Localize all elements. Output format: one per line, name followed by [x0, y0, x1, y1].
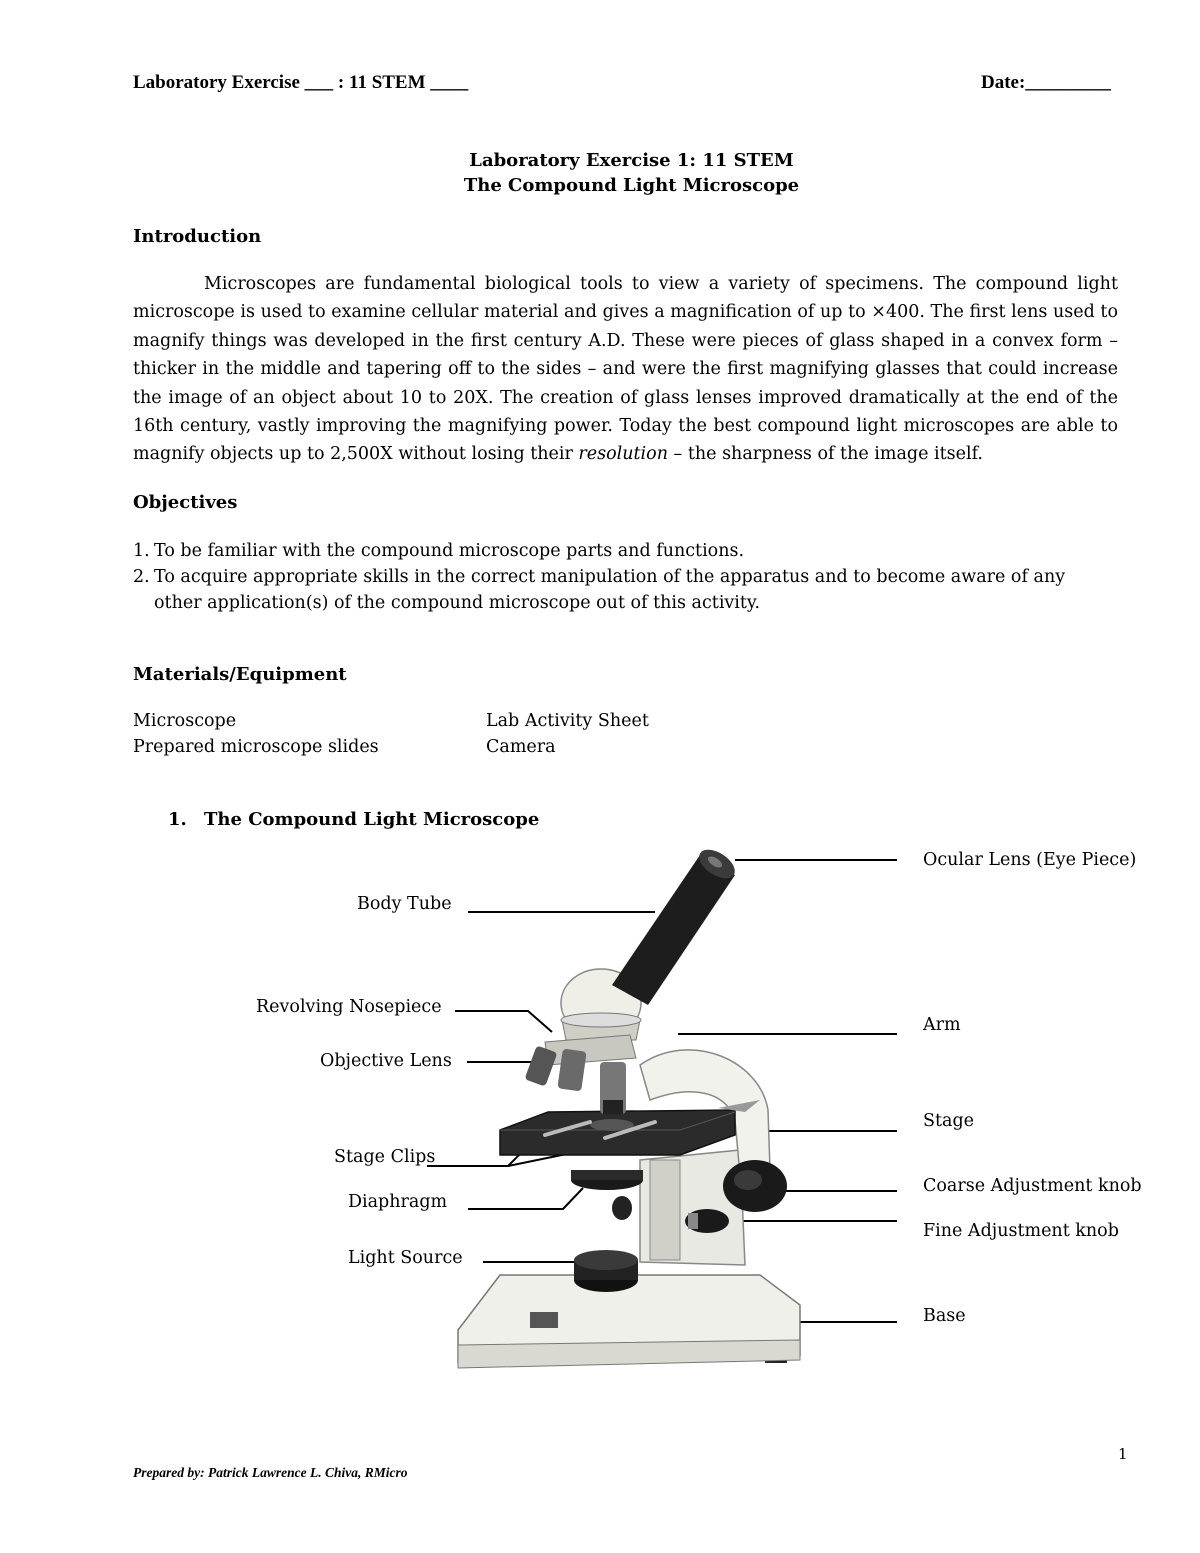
material-item: Microscope [133, 711, 237, 731]
label-objective-lens: Objective Lens [320, 1051, 452, 1071]
label-coarse-adjustment: Coarse Adjustment knob [923, 1176, 1142, 1196]
objective-number: 2. [133, 567, 150, 587]
microscope-base [458, 1275, 800, 1368]
label-body-tube: Body Tube [357, 894, 452, 914]
light-source [574, 1250, 638, 1292]
material-item: Prepared microscope slides [133, 737, 379, 757]
objective-item [133, 538, 1114, 564]
objectives-list [133, 538, 1114, 616]
fine-adjustment-knob-shape [685, 1209, 729, 1233]
leader-diaphragm [468, 1188, 583, 1209]
prepared-by: Prepared by: Patrick Lawrence L. Chiva, RMicro [133, 1465, 408, 1480]
introduction-heading: Introduction [133, 226, 262, 247]
material-item: Lab Activity Sheet [486, 711, 649, 731]
header-date-field [981, 72, 1111, 94]
label-ocular-lens: Ocular Lens (Eye Piece) [923, 850, 1137, 870]
label-light-source: Light Source [348, 1248, 463, 1268]
body-tube-shape [612, 844, 740, 1005]
label-diaphragm: Diaphragm [348, 1192, 448, 1212]
section1-number: 1. [168, 809, 187, 830]
material-item: Camera [486, 737, 556, 757]
objective-number: 1. [133, 541, 150, 561]
intro-italic-term: resolution [578, 444, 668, 465]
header-date-blank: _________ [1025, 72, 1111, 93]
label-base: Base [923, 1306, 966, 1326]
intro-text-after: – the sharpness of the image itself. [667, 444, 983, 465]
leader-nosepiece [455, 1011, 552, 1032]
coarse-adjustment-knob-shape [723, 1160, 787, 1212]
diaphragm-shape [571, 1170, 643, 1190]
label-arm: Arm [923, 1015, 961, 1035]
objective-item [133, 564, 1114, 616]
base-logo [530, 1312, 558, 1328]
label-stage-clips: Stage Clips [334, 1147, 436, 1167]
header-date-label: Date: [981, 72, 1026, 93]
introduction-paragraph [133, 270, 1118, 469]
objective-text: To acquire appropriate skills in the correct manipulation of the apparatus and to become aware of any other application(s) of the compound microscope out of this activity. [154, 567, 1066, 613]
intro-text-before: Microscopes are fundamental biological tools to view a variety of specimens. The compound light microscope is used to examine cellular material and gives a magnification of up to ×400. The first lens used to magnify things was developed in the first century A.D. These were pieces of glass shaped in a convex form – thicker in the middle and tapering off to the sides – and were the first magnifying glasses that could increase the image of an object about 10 to 20X. The creation of glass lenses improved dramatically at the end of the 16th century, vastly improving the magnifying power. Today the best compound light microscopes are able to magnify objects up to 2,500X without losing their [133, 274, 1118, 465]
document-title-line2: The Compound Light Microscope [463, 175, 800, 196]
section1-title: The Compound Light Microscope [204, 809, 540, 830]
microscope-diagram [0, 830, 1200, 1430]
materials-heading: Materials/Equipment [133, 664, 347, 685]
document-title-line1: Laboratory Exercise 1: 11 STEM [469, 150, 794, 171]
page-number: 1 [1118, 1445, 1128, 1463]
label-fine-adjustment: Fine Adjustment knob [923, 1221, 1119, 1241]
header-exercise-line: Laboratory Exercise ___ : 11 STEM ____ [133, 72, 469, 93]
objective-text: To be familiar with the compound microscope parts and functions. [154, 541, 745, 561]
objectives-heading: Objectives [133, 492, 238, 513]
label-stage: Stage [923, 1111, 975, 1131]
label-revolving-nosepiece: Revolving Nosepiece [256, 997, 442, 1017]
